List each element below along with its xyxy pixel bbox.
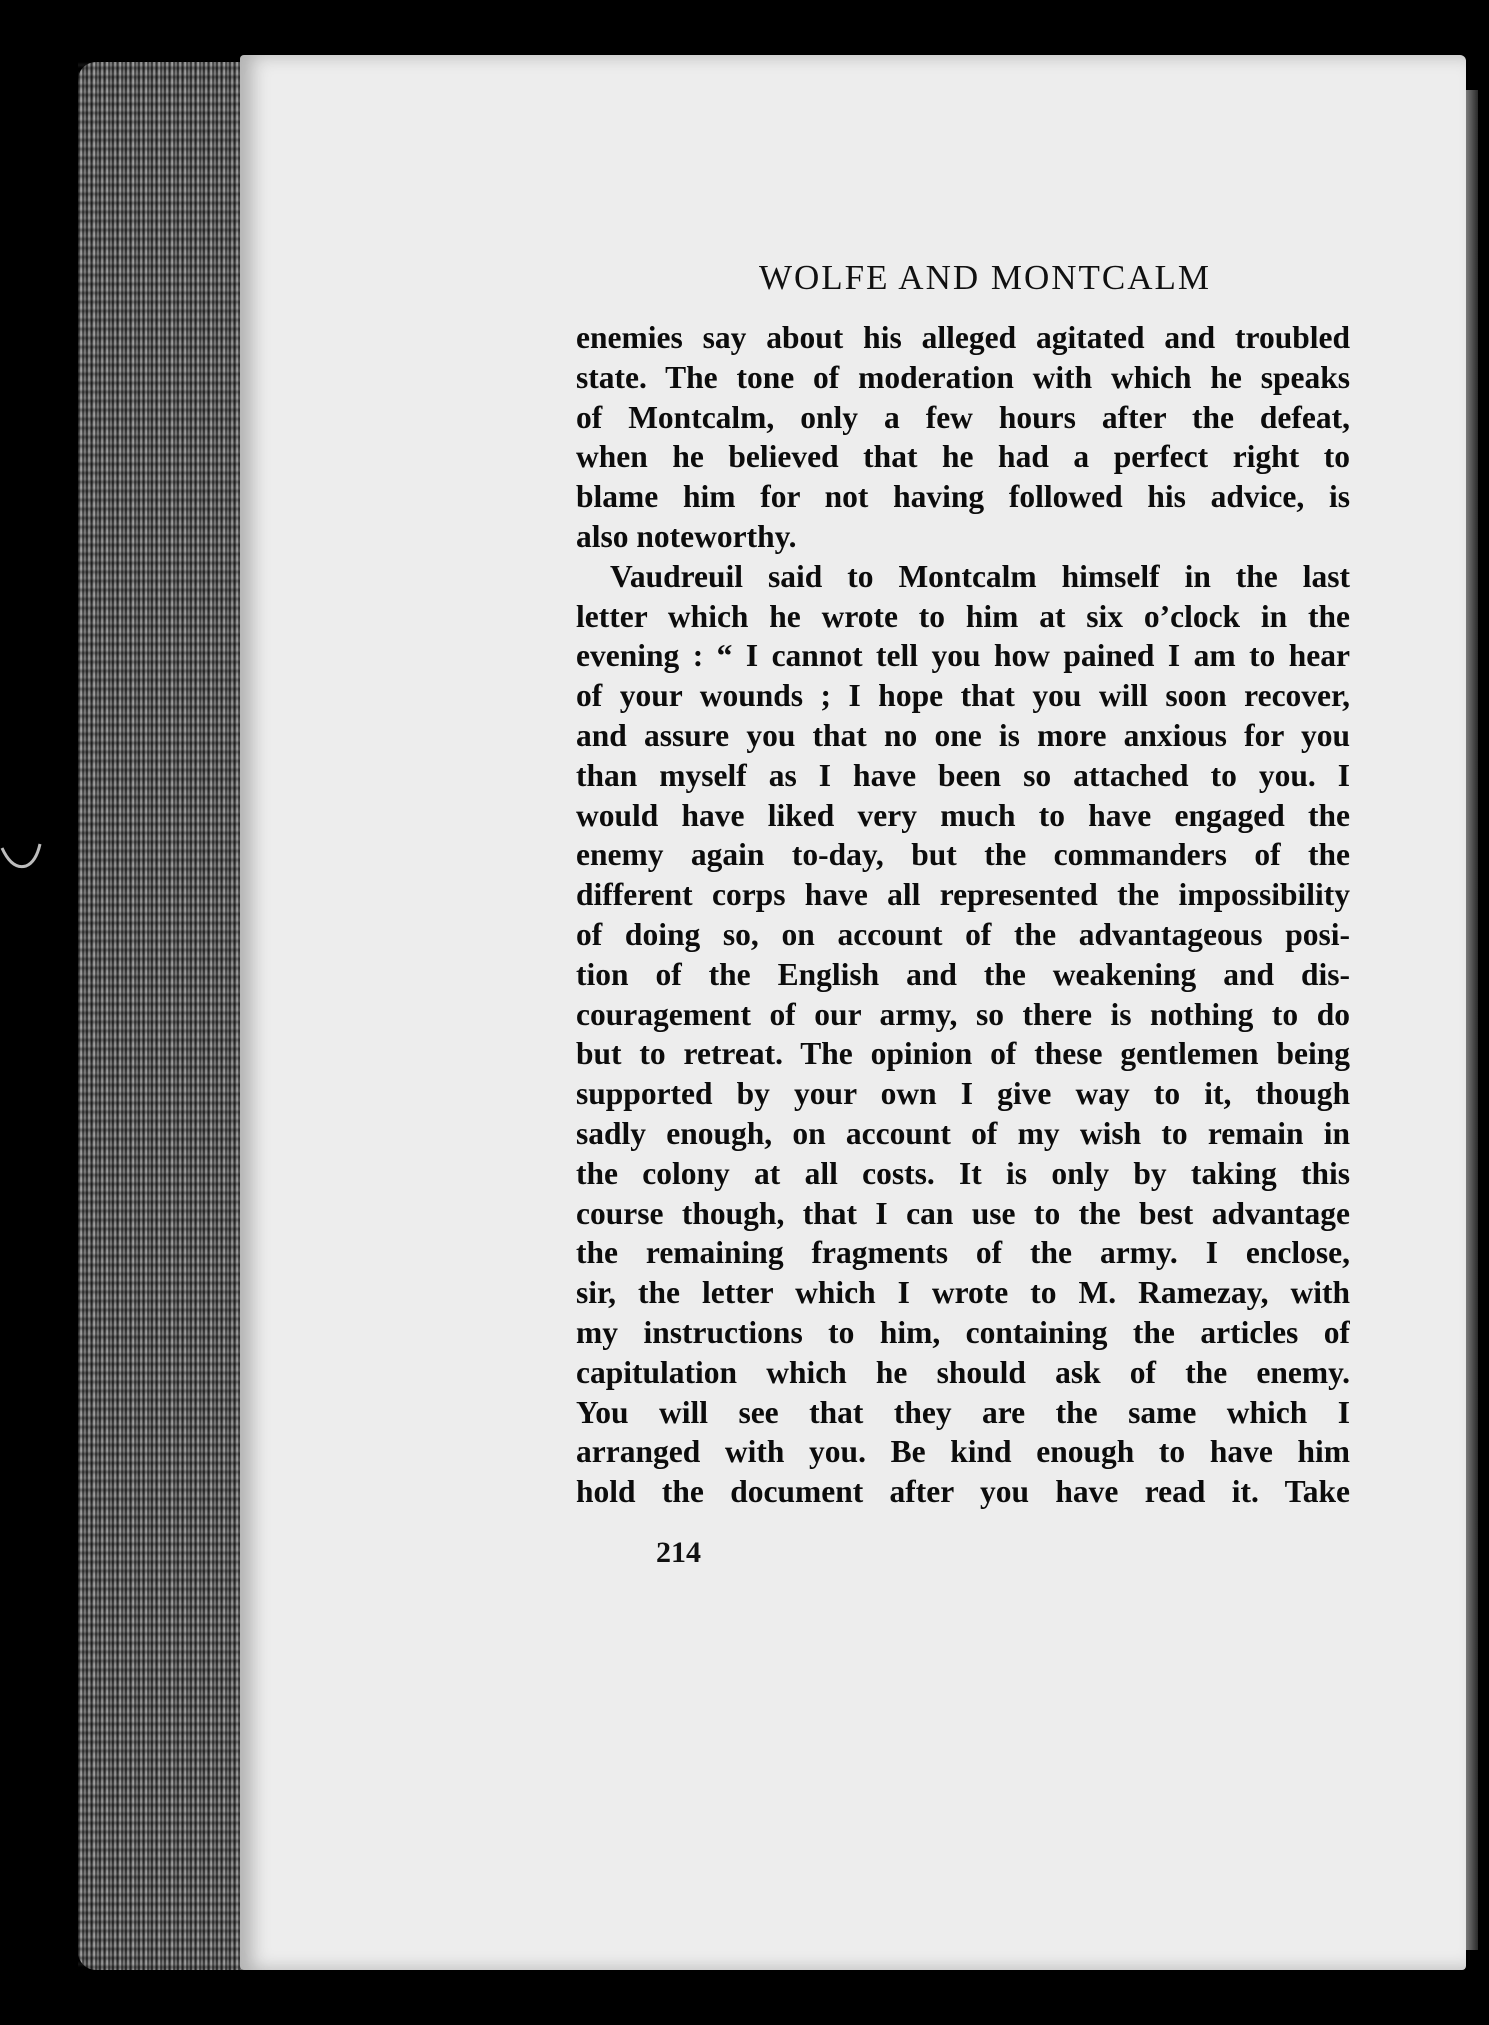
text-line: sir, the letter which I wrote to M. Ramezay, with <box>576 1275 1350 1311</box>
text-line: the colony at all costs. It is only by taking this <box>576 1155 1350 1191</box>
book-page-edges <box>78 62 258 1970</box>
text-line: couragement of our army, so there is nothing to do <box>576 996 1350 1032</box>
text-line: of doing so, on account of the advantageous posi- <box>576 916 1350 952</box>
bracket-mark-icon <box>0 840 46 880</box>
text-line: enemies say about his alleged agitated and troubled <box>576 320 1350 355</box>
text-line: supported by your own I give way to it, though <box>576 1076 1350 1112</box>
text-line: capitulation which he should ask of the enemy. <box>576 1354 1350 1390</box>
text-line: letter which he wrote to him at six o’clock in the <box>576 598 1350 634</box>
text-line: also noteworthy. <box>576 518 797 554</box>
text-line: when he believed that he had a perfect right to <box>576 439 1350 475</box>
text-line: but to retreat. The opinion of these gentlemen being <box>576 1036 1350 1072</box>
text-line: state. The tone of moderation with which he speaks <box>576 359 1350 395</box>
running-head: WOLFE AND MONTCALM <box>758 258 1212 297</box>
text-line: You will see that they are the same which I <box>576 1394 1350 1430</box>
text-line: different corps have all represented the impossibility <box>576 877 1350 913</box>
text-line: and assure you that no one is more anxious for you <box>576 717 1350 753</box>
body-text <box>576 318 1350 1512</box>
text-line: blame him for not having followed his advice, is <box>576 479 1350 515</box>
text-line: Vaudreuil said to Montcalm himself in the last <box>610 558 1350 594</box>
text-line: enemy again to-day, but the commanders of the <box>576 837 1350 873</box>
page-number: 214 <box>656 1536 701 1569</box>
text-line: would have liked very much to have engaged the <box>576 797 1350 833</box>
text-line: hold the document after you have read it. Take <box>576 1474 1350 1510</box>
text-line: tion of the English and the weakening and dis- <box>576 956 1350 992</box>
text-line: my instructions to him, containing the articles of <box>576 1314 1350 1350</box>
text-line: of your wounds ; I hope that you will soon recover, <box>576 678 1350 714</box>
text-line: the remaining fragments of the army. I enclose, <box>576 1235 1350 1271</box>
text-line: than myself as I have been so attached to you. I <box>576 757 1350 793</box>
text-line: sadly enough, on account of my wish to remain in <box>576 1115 1350 1151</box>
text-line: of Montcalm, only a few hours after the defeat, <box>576 399 1350 435</box>
text-line: evening : “ I cannot tell you how pained I am to hear <box>576 638 1350 674</box>
text-line: arranged with you. Be kind enough to have him <box>576 1434 1350 1470</box>
text-line: course though, that I can use to the best advantage <box>576 1195 1350 1231</box>
